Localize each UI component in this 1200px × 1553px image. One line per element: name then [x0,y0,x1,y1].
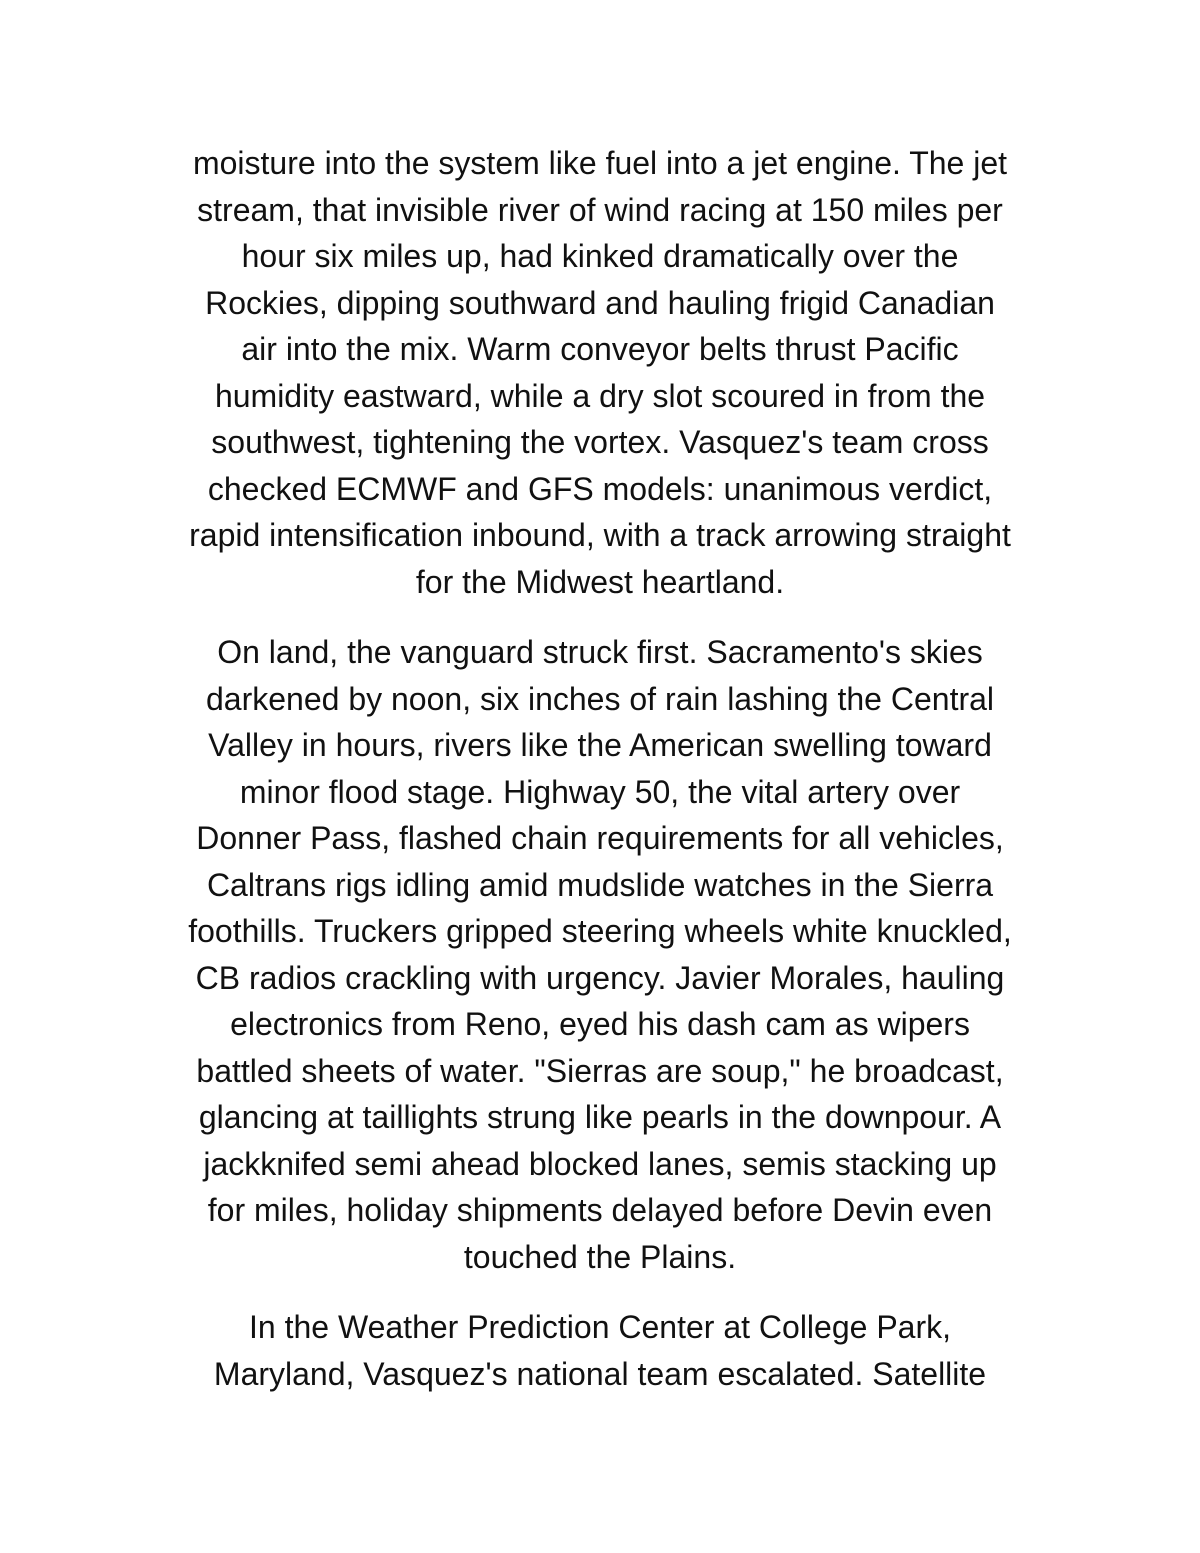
text-line: minor flood stage. Highway 50, the vital artery over [239,773,961,810]
document-body [140,140,1060,1421]
text-line: battled sheets of water. "Sierras are soup," he broadcast, [196,1052,1004,1089]
text-line: Rockies, dipping southward and hauling frigid Canadian [205,284,995,321]
text-line: foothills. Truckers gripped steering wheels white knuckled, [188,913,1012,949]
text-line: Valley in hours, rivers like the American swelling toward [208,727,992,763]
text-line: jackknifed semi ahead blocked lanes, semis stacking up [203,1145,997,1182]
text-line: Donner Pass, flashed chain requirements for all vehicles, [196,820,1004,856]
text-line: touched the Plains. [463,1238,737,1275]
paragraph-2 [140,629,1060,1280]
text-line: southwest, tightening the vortex. Vasquez's team cross [211,424,989,460]
text-line: checked ECMWF and GFS models: unanimous verdict, [207,470,993,507]
paragraph-3 [140,1304,1060,1397]
text-line: stream, that invisible river of wind racing at 150 miles per [197,191,1003,228]
text-line: moisture into the system like fuel into a jet engine. The jet [192,145,1008,181]
text-line: darkened by noon, six inches of rain lashing the Central [205,680,995,717]
text-line: electronics from Reno, eyed his dash cam as wipers [230,1006,970,1042]
text-line: for the Midwest heartland. [415,563,785,600]
text-line: Maryland, Vasquez's national team escalated. Satellite [213,1355,987,1392]
text-line: In the Weather Prediction Center at College Park, [249,1309,951,1345]
text-line: air into the mix. Warm conveyor belts thrust Pacific [241,331,959,367]
text-line: Caltrans rigs idling amid mudslide watches in the Sierra [206,866,994,903]
paragraph-1 [140,140,1060,605]
text-line: rapid intensification inbound, with a track arrowing straight [189,517,1011,553]
text-line: glancing at taillights strung like pearls in the downpour. A [198,1099,1002,1135]
text-line: for miles, holiday shipments delayed before Devin even [207,1192,993,1228]
text-line: CB radios crackling with urgency. Javier Morales, hauling [195,959,1005,996]
text-line: hour six miles up, had kinked dramatically over the [241,238,959,274]
text-line: humidity eastward, while a dry slot scoured in from the [214,377,986,414]
text-line: On land, the vanguard struck first. Sacramento's skies [217,634,983,670]
